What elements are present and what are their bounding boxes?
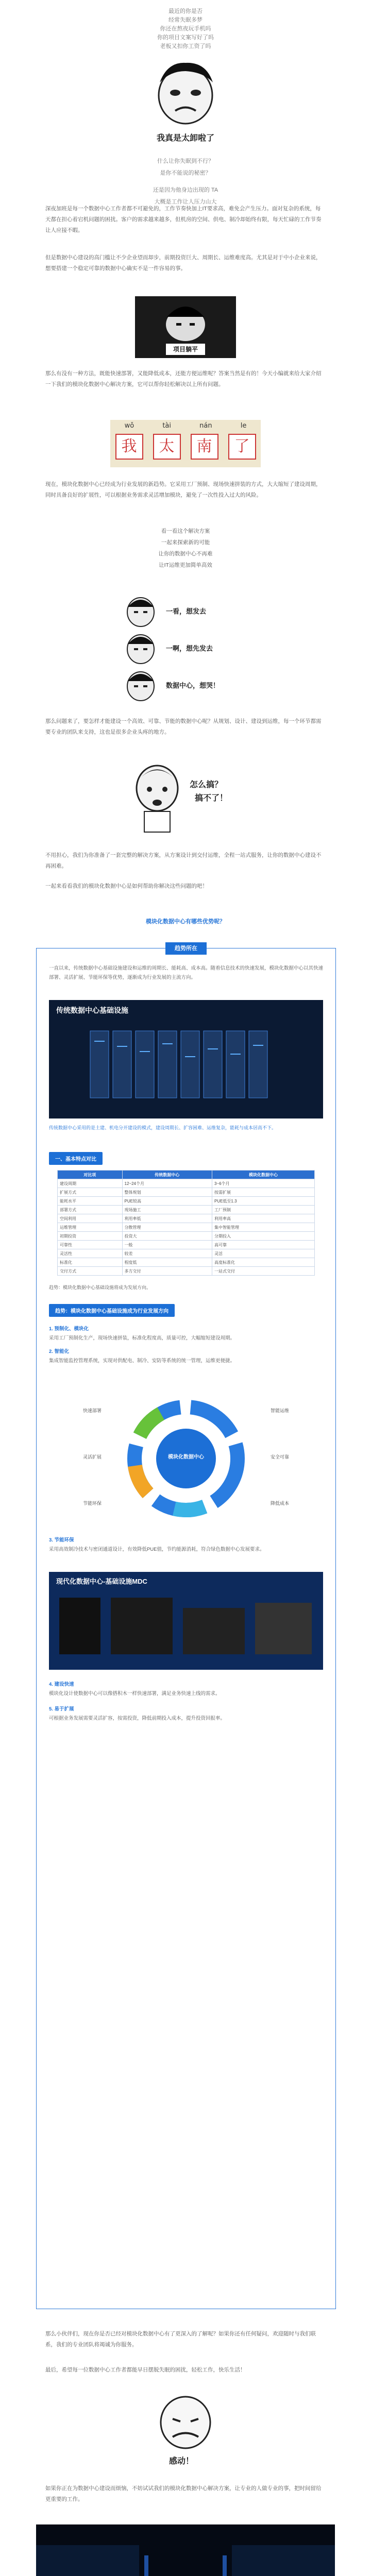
- image-title: 传统数据中心基础设施: [56, 1006, 128, 1014]
- paragraph-2: [45, 252, 326, 281]
- meme-tag: 项目躺平: [166, 344, 205, 355]
- bullet-title: 2. 智能化: [49, 1349, 70, 1354]
- paragraph-text: 那么小伙伴们，现在你是否已经对模块化数据中心有了更深入的了解呢？如果你还有任何疑问，欢迎随时与我们联系，我们的专业团队将竭诚为你服务。: [45, 2331, 316, 2348]
- hanzi-box: 我: [115, 434, 143, 460]
- article-card: [36, 945, 336, 2309]
- paragraph-text: 现在，模块化数据中心已经成为行业发展的新趋势。它采用工厂预制、现场快速拼装的方式，大大缩短了建设周期，同时具备良好的扩展性，可以根据业务需求灵活增加模块，避免了一次性投入过大的风险。: [45, 481, 322, 498]
- bullet-text: 采用工厂预制化生产，现场快速拼装，标准化程度高，质量可控，大幅缩短建设周期。: [49, 1335, 235, 1341]
- table-row: 空间利用 利用率低 利用率高: [58, 1214, 315, 1223]
- hanzi-box: 南: [191, 434, 218, 460]
- paragraph-7: [45, 881, 326, 899]
- meme-moved-image: [149, 2391, 222, 2473]
- section-title: 4. 建设快速: [49, 1682, 74, 1687]
- paragraph-8: [45, 2329, 326, 2358]
- table-row: 初期投资 投资大 分期投入: [58, 1232, 315, 1241]
- lead-line: 是你不能说的秘密？: [160, 170, 211, 176]
- paragraph-4: [45, 479, 326, 508]
- intro-line: 你的项目文案写好了吗: [157, 35, 214, 41]
- meme-project-image: [135, 296, 236, 358]
- center-line: 让IT运维更加简单高效: [159, 562, 212, 568]
- meme-confused-image: [129, 757, 242, 835]
- diagram-center-label: 模块化数据中心: [168, 1454, 204, 1460]
- card-header-tag: 趋势所在: [165, 942, 207, 955]
- advantage-diagram: [83, 1392, 289, 1526]
- section-4: [49, 1680, 323, 1723]
- meme-caption: 我真是太卸啦了: [156, 134, 214, 143]
- section-tag: 一、基本特点对比: [49, 1152, 103, 1165]
- image-caption: 趋势：模块化数据中心基础设施将成为发展方向。: [49, 1285, 151, 1290]
- meme-stack-row: [123, 592, 246, 629]
- paragraph-text: 但是数据中心建设的高门槛让不少企业望而却步，前期投资巨大、周期长、运维难度高。尤其是对于中小企业来说，想要搭建一个稳定可靠的数据中心确实不是一件容易的事。: [45, 255, 322, 272]
- mdc-image: [49, 1572, 323, 1670]
- section-text: 可根据业务发展需要灵活扩容，按需投资，降低前期投入成本，提升投资回报率。: [49, 1716, 226, 1721]
- traditional-dc-image: [49, 1000, 323, 1118]
- intro-line: 你还在熬夜玩手机吗: [160, 26, 211, 32]
- intro-line: 经常失眠多梦: [168, 17, 203, 23]
- section-text: 模块化设计使数据中心可以像搭积木一样快速部署，满足业务快速上线的需求。: [49, 1691, 221, 1697]
- meme-stack-text: 数据中心，想哭！: [166, 682, 220, 689]
- pinyin-syllable: le: [240, 422, 247, 430]
- center-line: 让你的数据中心不再难: [158, 551, 213, 557]
- paragraph-text: 不用担心，我们为你准备了一套完整的解决方案，从方案设计到交付运维，全程一站式服务，让你的数据中心建设不再困难。: [45, 852, 322, 869]
- image-caption: [49, 1124, 323, 1132]
- center-line: 一起来探索新的可能: [161, 539, 210, 546]
- paragraph-10: [45, 2483, 326, 2512]
- section-tag: 趋势：模块化数据中心基础设施成为行业发展方向: [49, 1304, 175, 1317]
- paragraph-1: [45, 204, 326, 243]
- paragraph-5: [45, 716, 326, 745]
- meme-confused-text: 搞不了！: [195, 794, 228, 803]
- diagram-label: 智能运维: [270, 1408, 289, 1413]
- bullet-text: 集成智能监控管理系统，实现对供配电、制冷、安防等系统的统一管理，运维更便捷。: [49, 1358, 235, 1364]
- paragraph-6: [45, 850, 326, 879]
- hanzi-box: 太: [153, 434, 181, 460]
- paragraph-text: 最后，希望每一位数据中心工作者都能早日摆脱失眠的困扰，轻松工作，快乐生活！: [45, 2367, 246, 2373]
- paragraph-text: 深夜加班是每一个数据中心工作者都不可避免的，工作节奏快加上IT要求高，难免会产生压力。面对复杂的系统，每天都在担心着宕机问题的困扰。客户的需求越来越多，但机房的空间、供电、制冷却始终有限，每天忙碌的工作节奏让人应接不暇。: [45, 206, 322, 233]
- table-row: 可靠性 一般 高可靠: [58, 1241, 315, 1249]
- card-intro: 一直以来，传统数据中心基础设施建设和运维的周期长、能耗高、成本高。随着信息技术的快速发展，模块化数据中心以其快速部署、灵活扩展、节能环保等优势，逐渐成为行业发展的主流方向。: [49, 965, 324, 980]
- pinyin-syllable: tài: [162, 422, 172, 430]
- table-row: 标准化 程度低 高度标准化: [58, 1258, 315, 1267]
- paragraph-text: 一起来看看我们的模块化数据中心是如何帮助你解决这些问题的吧！: [45, 883, 208, 889]
- table-header: 传统数据中心: [122, 1171, 212, 1179]
- meme-confused-text: 怎么搞？: [190, 781, 223, 789]
- hanzi-box: 了: [228, 434, 256, 460]
- diagram-label: 快速部署: [83, 1408, 102, 1413]
- paragraph-3: [45, 368, 326, 397]
- intro-lines: [0, 7, 371, 51]
- section-3: [49, 1536, 323, 1554]
- intro-line: 老板又扣你工资了吗: [160, 43, 211, 49]
- section-title: 5. 易于扩展: [49, 1706, 74, 1712]
- meme-face-image: [147, 57, 224, 149]
- lead-lines: [0, 157, 371, 207]
- datacenter-photo: [36, 2524, 335, 2576]
- paragraph-text: 那么有没有一种方法，既能快速部署，又能降低成本，还能方便运维呢？答案当然是有的！今天小编就来给大家介绍一下我们的模块化数据中心解决方案，它可以帮你轻松解决以上所有问题。: [45, 370, 322, 387]
- table-header: 模块化数据中心: [212, 1171, 314, 1179]
- bullet-title: 1. 预制化、模块化: [49, 1326, 89, 1332]
- pinyin-syllable: wǒ: [124, 422, 134, 430]
- meme-stack-text: 一啊，想先发去: [166, 645, 213, 652]
- lead-line: 什么让你失眠到不行？: [157, 158, 214, 164]
- center-line: 看一看这个解决方案: [161, 528, 210, 534]
- paragraph-9: [45, 2365, 326, 2383]
- diagram-label: 降低成本: [270, 1501, 289, 1506]
- paragraph-text: 那么问题来了，要怎样才能建设一个高效、可靠、节能的数据中心呢？从规划、设计、建设到运维，每一个环节都需要专业的团队来支持，这也是很多企业头疼的地方。: [45, 718, 322, 735]
- table-row: 交付方式 多方交付 一站式交付: [58, 1267, 315, 1276]
- question-text: 模块化数据中心有哪些优势呢？: [146, 919, 225, 925]
- comparison-table: [57, 1170, 315, 1276]
- table-row: 灵活性 较差 灵活: [58, 1249, 315, 1258]
- meme-stack-text: 一看，想发去: [166, 607, 207, 615]
- lead-line: 大概是工作让人压力山大: [154, 199, 217, 205]
- meme-stack-row: [123, 630, 246, 666]
- meme-stack-image: [123, 592, 248, 706]
- table-header: 对比项: [58, 1171, 123, 1179]
- paragraph-text: 如果你正在为数据中心建设而烦恼，不妨试试我们的模块化数据中心解决方案，让专业的人做专业的事，把时间留给更重要的工作。: [45, 2485, 322, 2502]
- section-text: 采用高效制冷技术与密闭通道设计，有效降低PUE值，节约能源消耗，符合绿色数据中心发展要求。: [49, 1547, 265, 1552]
- bullet-list: [49, 1325, 323, 1366]
- meme-stack-row: [123, 667, 246, 703]
- table-row: 建设周期 12~24个月 3~6个月: [58, 1179, 315, 1188]
- image-title: 现代化数据中心-基础设施MDC: [56, 1578, 147, 1585]
- center-lines: [45, 526, 326, 571]
- meme-moved-text: 感动！: [169, 2457, 194, 2466]
- diagram-label: 灵活扩展: [83, 1454, 102, 1460]
- table-row: 部署方式 现场施工 工厂预制: [58, 1206, 315, 1214]
- table-row: 能耗水平 PUE较高 PUE低至1.3: [58, 1197, 315, 1206]
- image-caption-text: 传统数据中心采用的是土建、机电分开建设的模式，建设周期长、扩容困难、运维复杂，能耗与成本居高不下。: [49, 1125, 277, 1130]
- diagram-label: 节能环保: [83, 1501, 102, 1506]
- table-row: 运维管理 分散管理 集中智能管理: [58, 1223, 315, 1232]
- question-line: [0, 917, 371, 925]
- pinyin-banner: [110, 420, 261, 467]
- intro-line: 最近的你是否: [168, 8, 203, 14]
- section-title: 3. 节能环保: [49, 1537, 74, 1543]
- lead-line: 还是因为他身边出现的 TA: [153, 187, 218, 193]
- diagram-label: 安全可靠: [270, 1454, 289, 1460]
- table-row: 扩展方式 整体规划 按需扩展: [58, 1188, 315, 1197]
- pinyin-syllable: nán: [199, 422, 212, 430]
